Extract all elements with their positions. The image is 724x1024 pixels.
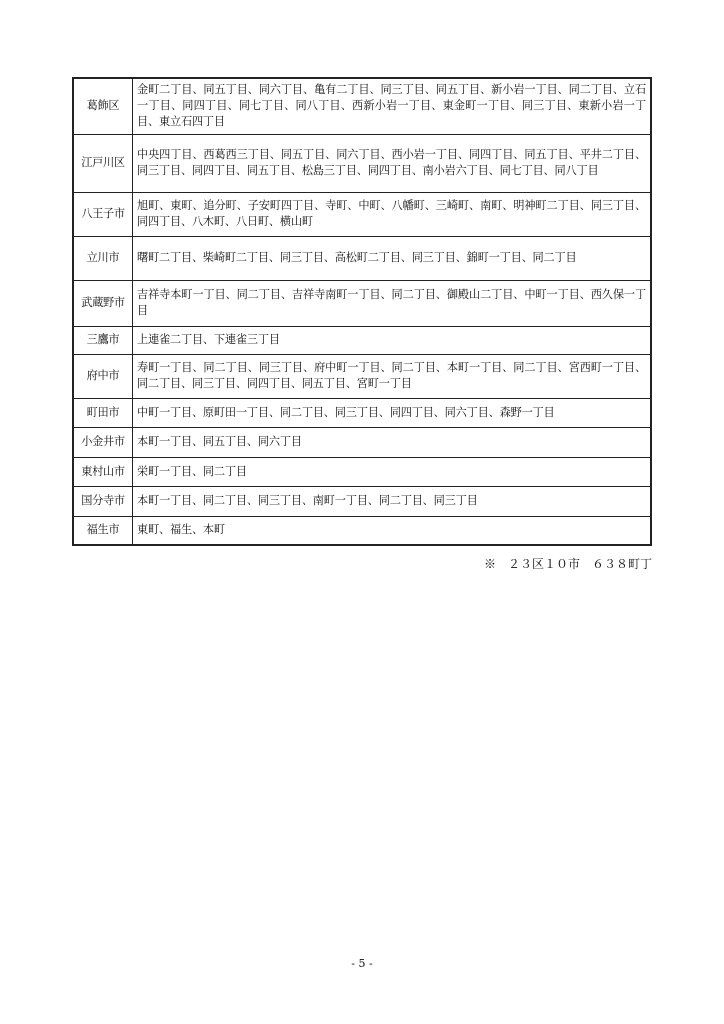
table-row	[73, 78, 651, 134]
municipality-cell: 東村山市	[73, 457, 133, 486]
municipality-cell: 小金井市	[73, 427, 133, 457]
area-table	[72, 77, 652, 546]
towns-cell: 旭町、東町、追分町、子安町四丁目、寺町、中町、八幡町、三崎町、南町、明神町二丁目、同三丁目、同四丁目、八木町、八日町、横山町	[133, 192, 652, 236]
table-row	[73, 398, 651, 427]
towns-cell: 本町一丁目、同五丁目、同六丁目	[133, 427, 652, 457]
towns-cell: 寿町一丁目、同二丁目、同三丁目、府中町一丁目、同二丁目、本町一丁目、同二丁目、宮西町一丁目、同二丁目、同三丁目、同四丁目、同五丁目、宮町一丁目	[133, 354, 652, 398]
table-row	[73, 134, 651, 192]
table-row	[73, 236, 651, 280]
towns-cell: 上連雀二丁目、下連雀三丁目	[133, 326, 652, 354]
municipality-cell: 府中市	[73, 354, 133, 398]
municipality-cell: 葛飾区	[73, 78, 133, 134]
table-row	[73, 354, 651, 398]
municipality-cell: 武蔵野市	[73, 280, 133, 326]
municipality-cell: 江戸川区	[73, 134, 133, 192]
towns-cell: 曙町二丁目、柴崎町二丁目、同三丁目、高松町二丁目、同三丁目、錦町一丁目、同二丁目	[133, 236, 652, 280]
table-row	[73, 427, 651, 457]
towns-cell: 中央四丁目、西葛西三丁目、同五丁目、同六丁目、西小岩一丁目、同四丁目、同五丁目、平井二丁目、同三丁目、同四丁目、同五丁目、松島三丁目、同四丁目、南小岩六丁目、同七丁目、同八丁目	[133, 134, 652, 192]
municipality-cell: 立川市	[73, 236, 133, 280]
municipality-cell: 三鷹市	[73, 326, 133, 354]
municipality-cell: 福生市	[73, 516, 133, 545]
towns-cell: 本町一丁目、同二丁目、同三丁目、南町一丁目、同二丁目、同三丁目	[133, 486, 652, 516]
page-number: - 5 -	[351, 957, 373, 970]
municipality-cell: 国分寺市	[73, 486, 133, 516]
table-row	[73, 516, 651, 545]
summary-note: ※ ２３区１０市 ６３８町丁	[483, 557, 652, 571]
table-row	[73, 280, 651, 326]
table-row	[73, 486, 651, 516]
table-row	[73, 192, 651, 236]
towns-cell: 栄町一丁目、同二丁目	[133, 457, 652, 486]
towns-cell: 金町二丁目、同五丁目、同六丁目、亀有二丁目、同三丁目、同五丁目、新小岩一丁目、同二丁目、立石一丁目、同四丁目、同七丁目、同八丁目、西新小岩一丁目、東金町一丁目、同三丁目、東新小岩一丁目、東立石四丁目	[133, 78, 652, 134]
municipality-cell: 町田市	[73, 398, 133, 427]
towns-cell: 吉祥寺本町一丁目、同二丁目、吉祥寺南町一丁目、同二丁目、御殿山二丁目、中町一丁目、西久保一丁目	[133, 280, 652, 326]
table-row	[73, 457, 651, 486]
table-row	[73, 326, 651, 354]
municipality-cell: 八王子市	[73, 192, 133, 236]
towns-cell: 中町一丁目、原町田一丁目、同二丁目、同三丁目、同四丁目、同六丁目、森野一丁目	[133, 398, 652, 427]
towns-cell: 東町、福生、本町	[133, 516, 652, 545]
